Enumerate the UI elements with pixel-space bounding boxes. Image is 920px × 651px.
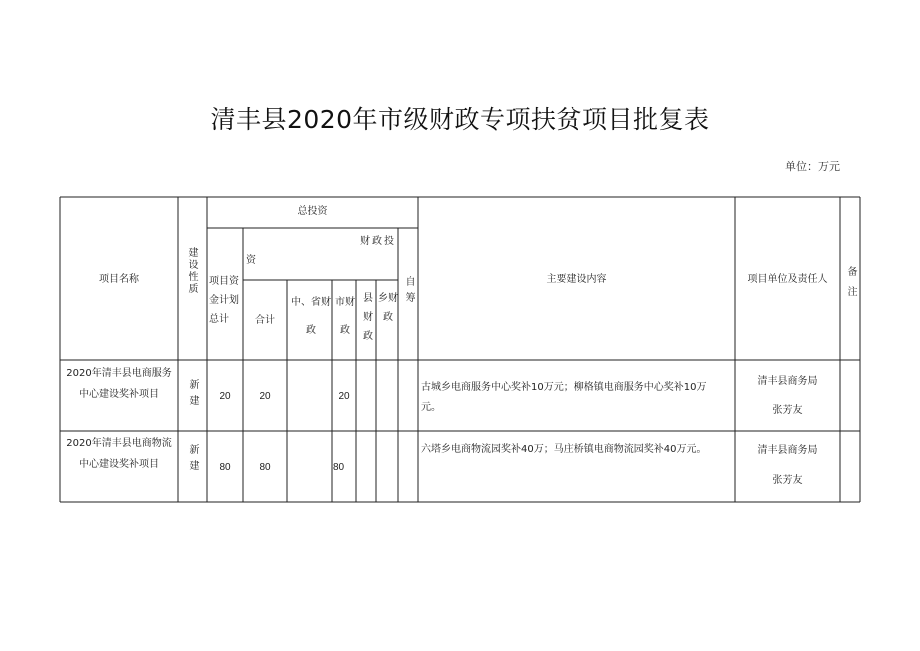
row-name-line2: 中心建设奖补项目	[79, 389, 159, 400]
row-nature: 新建	[187, 444, 198, 476]
header-total-plan: 项目资金计划总计	[209, 276, 239, 325]
header-central-prov: 中、省财政	[291, 297, 331, 336]
header-city-fiscal: 市财政	[335, 297, 355, 336]
row-subtotal: 20	[259, 391, 271, 402]
row-total: 20	[219, 391, 231, 402]
row-content-line1: 六塔乡电商物流园奖补40万；马庄桥镇电商物流园奖补40万元。	[421, 444, 707, 455]
header-remark: 备注	[845, 266, 856, 306]
header-town-fiscal: 乡财政	[378, 293, 398, 323]
header-nature: 建设性质	[186, 247, 197, 295]
row-name-line1: 2020年清丰县电商服务	[66, 368, 172, 379]
header-self-raised: 自筹	[403, 276, 414, 308]
row-content-line2: 元。	[421, 402, 441, 413]
header-unit-person: 项目单位及责任人	[747, 274, 828, 285]
header-fiscal-invest: 财政投	[360, 236, 396, 247]
row-name-line1: 2020年清丰县电商物流	[66, 438, 172, 449]
row-city: 80	[333, 462, 345, 473]
row-total: 80	[219, 462, 231, 473]
header-fiscal-invest-cont: 资	[246, 255, 256, 266]
page-title: 清丰县2020年市级财政专项扶贫项目批复表	[210, 105, 710, 134]
row-name-line2: 中心建设奖补项目	[79, 459, 159, 470]
row-subtotal: 80	[259, 462, 271, 473]
row-city: 20	[338, 391, 350, 402]
header-subtotal: 合计	[255, 315, 275, 326]
header-content: 主要建设内容	[546, 274, 607, 285]
row-nature: 新建	[187, 379, 198, 411]
header-county-fiscal: 县财政	[363, 293, 373, 342]
row-content-line1: 古城乡电商服务中心奖补10万元；柳格镇电商服务中心奖补10万	[421, 382, 707, 393]
row-person: 张芳友	[772, 475, 803, 486]
header-total-invest: 总投资	[297, 206, 328, 217]
row-person: 张芳友	[772, 405, 803, 416]
row-unit: 清丰县商务局	[757, 445, 818, 456]
row-unit: 清丰县商务局	[757, 376, 818, 387]
unit-label: 单位：万元	[785, 160, 840, 173]
header-project-name: 项目名称	[99, 274, 139, 285]
